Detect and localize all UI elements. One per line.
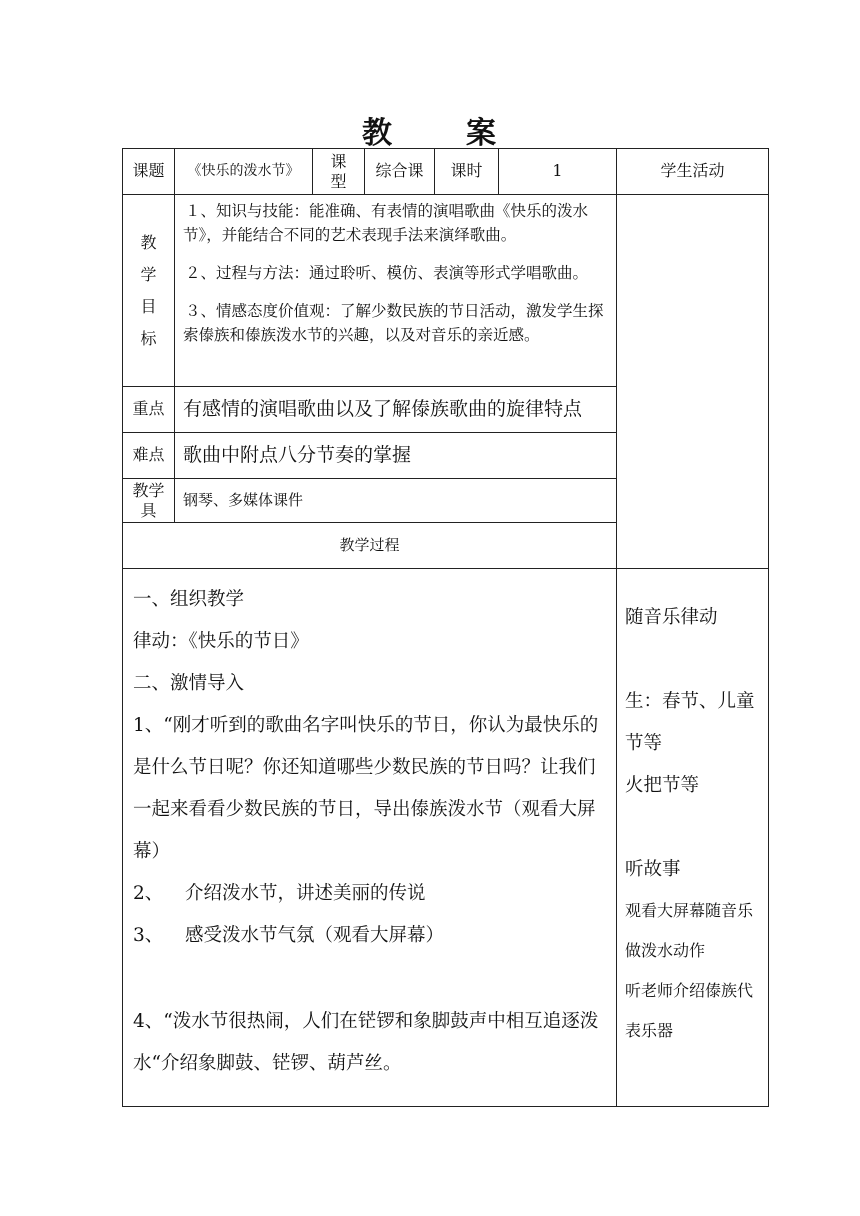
lesson-plan-table — [122, 148, 769, 1107]
intro-item-4: 4、“泼水节很热闹，人们在铓锣和象脚鼓声中相互追逐泼水“介绍象脚鼓、铓锣、葫芦丝。 — [133, 1011, 599, 1074]
title-char-2: 案 — [466, 116, 498, 151]
section-intro: 二、激情导入 — [133, 673, 245, 694]
section-organize-detail: 律动：《快乐的节日》 — [133, 631, 309, 652]
key-point-label: 重点 — [123, 387, 175, 433]
type-label — [313, 149, 365, 195]
student-activity-5: 观看大屏幕随音乐做泼水动作 — [625, 901, 754, 960]
process-row — [123, 569, 769, 1107]
tools-value: 钢琴、多媒体课件 — [175, 479, 617, 523]
topic-label: 课题 — [123, 149, 175, 195]
student-activity-1: 随音乐律动 — [625, 607, 718, 628]
intro-item-3 — [133, 915, 606, 957]
tools-label — [123, 479, 175, 523]
intro-item-3-number: 3、 — [133, 925, 164, 946]
goals-label-char: 标 — [140, 328, 157, 348]
process-heading: 教学过程 — [123, 523, 617, 569]
goals-row — [123, 195, 769, 387]
section-organize: 一、组织教学 — [133, 589, 245, 610]
lesson-plan-table-wrapper — [122, 148, 769, 1107]
student-activity-2: 生：春节、儿童节等 — [625, 691, 755, 754]
goal-item: ３、情感态度价值观：了解少数民族的节日活动，激发学生探索傣族和傣族泼水节的兴趣，以及对音乐的亲近感。 — [183, 302, 604, 344]
student-activity-3: 火把节等 — [625, 775, 700, 796]
tools-label-1: 教学 — [132, 480, 165, 500]
intro-item-2-number: 2、 — [133, 883, 164, 904]
student-activity-6: 听老师介绍傣族代表乐器 — [625, 981, 754, 1040]
goals-label-char: 目 — [140, 296, 157, 316]
difficulty-value: 歌曲中附点八分节奏的掌握 — [175, 433, 617, 479]
process-content — [123, 569, 617, 1107]
spacer — [625, 807, 764, 849]
intro-item-2 — [133, 873, 606, 915]
type-value: 综合课 — [365, 149, 435, 195]
goal-item: １、知识与技能：能准确、有表情的演唱歌曲《快乐的泼水节》，并能结合不同的艺术表现手法来演绎歌曲。 — [183, 202, 589, 244]
student-activity-content — [617, 569, 769, 1107]
goal-item: ２、过程与方法：通过聆听、模仿、表演等形式学唱歌曲。 — [185, 264, 589, 282]
type-label-2: 型 — [330, 171, 347, 191]
goals-label-char: 教 — [140, 232, 157, 252]
goals-content — [175, 195, 617, 387]
spacer — [625, 639, 764, 681]
topic-value: 《快乐的泼水节》 — [175, 149, 313, 195]
period-label: 课时 — [435, 149, 499, 195]
difficulty-label: 难点 — [123, 433, 175, 479]
intro-item-1: 1、“刚才听到的歌曲名字叫快乐的节日，你认为最快乐的是什么节日呢？你还知道哪些少数民族的节日吗？让我们一起来看看少数民族的节日，导出傣族泼水节（观看大屏幕） — [133, 715, 599, 862]
document-title — [0, 108, 860, 152]
period-value: 1 — [499, 149, 617, 195]
intro-item-2-text: 介绍泼水节，讲述美丽的传说 — [185, 883, 426, 904]
type-label-1: 课 — [330, 151, 347, 171]
spacer — [133, 957, 606, 1001]
goals-label — [123, 195, 175, 387]
student-activity-label: 学生活动 — [617, 149, 769, 195]
header-row — [123, 149, 769, 195]
key-point-value: 有感情的演唱歌曲以及了解傣族歌曲的旋律特点 — [175, 387, 617, 433]
student-activity-blank-top — [617, 195, 769, 569]
student-activity-4: 听故事 — [625, 859, 681, 880]
intro-item-3-text: 感受泼水节气氛（观看大屏幕） — [185, 925, 445, 946]
tools-label-2: 具 — [140, 500, 157, 520]
title-char-1: 教 — [362, 116, 394, 151]
goals-label-char: 学 — [140, 264, 157, 284]
